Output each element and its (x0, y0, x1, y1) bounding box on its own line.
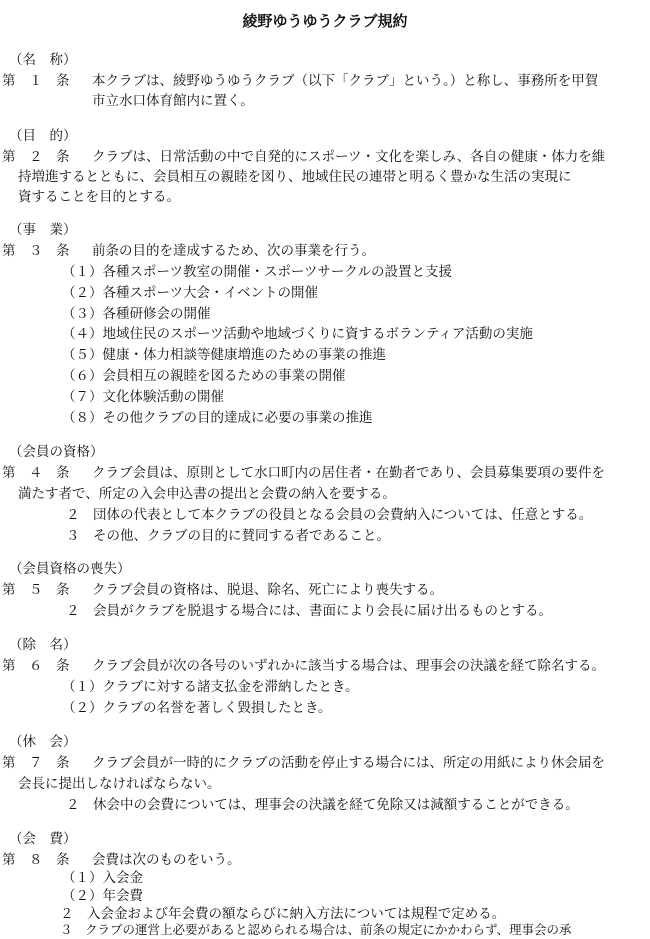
article-3-item-5: （５）健康・体力相談等健康増進のための事業の推進 (62, 347, 386, 363)
article-2-line-2: 持増進するとともに、会員相互の親睦を図り、地域住民の連帯と明るく豊かな生活の実現に (18, 169, 572, 185)
article-3-line-1: 前条の目的を達成するため、次の事業を行う。 (92, 243, 375, 259)
article-4-line-1: クラブ会員は、原則として水口町内の居住者・在勤者であり、会員募集要項の要件を (92, 465, 605, 481)
section-heading-name: （名 称） (9, 52, 77, 68)
article-3-item-2: （２）各種スポーツ大会・イベントの開催 (62, 285, 318, 301)
article-7-line-1: クラブ会員が一時的にクラブの活動を停止する場合には、所定の用紙により休会届を (92, 755, 605, 771)
article-7-para-2: ２ 休会中の会費については、理事会の決議を経て免除又は減額することができる。 (66, 797, 579, 813)
article-8-item-2: （２）年会費 (62, 888, 143, 904)
article-3-item-4: （４）地域住民のスポーツ活動や地域づくりに資するボランティア活動の実施 (62, 326, 533, 342)
article-6-item-1: （１）クラブに対する諸支払金を滞納したとき。 (62, 679, 359, 695)
article-3-item-6: （６）会員相互の親睦を図るための事業の開催 (62, 368, 346, 384)
article-1-line-2: 市立水口体育館内に置く。 (92, 93, 254, 109)
article-8-para-2: ２ 入会金および年会費の額ならびに納入方法については規程で定める。 (60, 906, 506, 922)
section-heading-loss-of-membership: （会員資格の喪失） (9, 561, 131, 577)
section-heading-purpose: （目 的） (9, 128, 77, 144)
article-3-item-3: （３）各種研修会の開催 (62, 306, 211, 322)
article-8-para-3: ３ クラブの運営上必要があると認められる場合は、前条の規定にかかわらず、理事会の承 (60, 922, 572, 937)
article-5-line-1: クラブ会員の資格は、脱退、除名、死亡により喪失する。 (92, 582, 443, 598)
article-number-4: 第 ４ 条 (2, 465, 70, 481)
article-6-item-2: （２）クラブの名誉を著しく毀損したとき。 (62, 700, 332, 716)
article-4-line-2: 満たす者で、所定の入会申込書の提出と会費の納入を要する。 (18, 486, 396, 502)
article-3-item-7: （７）文化体験活動の開催 (62, 389, 224, 405)
article-2-line-3: 資することを目的とする。 (18, 189, 180, 205)
article-number-5: 第 ５ 条 (2, 582, 70, 598)
article-8-line-1: 会費は次のものをいう。 (92, 852, 241, 868)
section-heading-expulsion: （除 名） (9, 637, 77, 653)
section-heading-fees: （会 費） (9, 831, 77, 847)
article-5-para-2: ２ 会員がクラブを脱退する場合には、書面により会長に届け出るものとする。 (66, 603, 552, 619)
article-7-line-2: 会長に提出しなければならない。 (18, 776, 221, 792)
article-3-item-8: （８）その他クラブの目的達成に必要の事業の推進 (62, 410, 373, 426)
section-heading-membership: （会員の資格） (9, 444, 104, 460)
article-number-1: 第 １ 条 (2, 73, 70, 89)
section-heading-business: （事 業） (9, 222, 77, 238)
document-title: 綾野ゆうゆうクラブ規約 (242, 12, 408, 30)
article-number-3: 第 ３ 条 (2, 243, 70, 259)
article-1-line-1: 本クラブは、綾野ゆうゆうクラブ（以下「クラブ」という。）と称し、事務所を甲賀 (92, 73, 599, 89)
article-8-item-1: （１）入会金 (62, 870, 143, 886)
article-4-para-3: ３ その他、クラブの目的に賛同する者であること。 (66, 528, 390, 544)
article-6-line-1: クラブ会員が次の各号のいずれかに該当する場合は、理事会の決議を経て除名する。 (92, 658, 605, 674)
article-4-para-2: ２ 団体の代表として本クラブの役員となる会員の会費納入については、任意とする。 (66, 507, 593, 523)
article-3-item-1: （１）各種スポーツ教室の開催・スポーツサークルの設置と支援 (62, 264, 453, 280)
section-heading-suspension: （休 会） (9, 734, 77, 750)
article-number-7: 第 ７ 条 (2, 755, 70, 771)
article-number-2: 第 ２ 条 (2, 149, 70, 165)
article-number-6: 第 ６ 条 (2, 658, 70, 674)
article-number-8: 第 ８ 条 (2, 852, 70, 868)
article-2-line-1: クラブは、日常活動の中で自発的にスポーツ・文化を楽しみ、各自の健康・体力を維 (92, 149, 606, 165)
